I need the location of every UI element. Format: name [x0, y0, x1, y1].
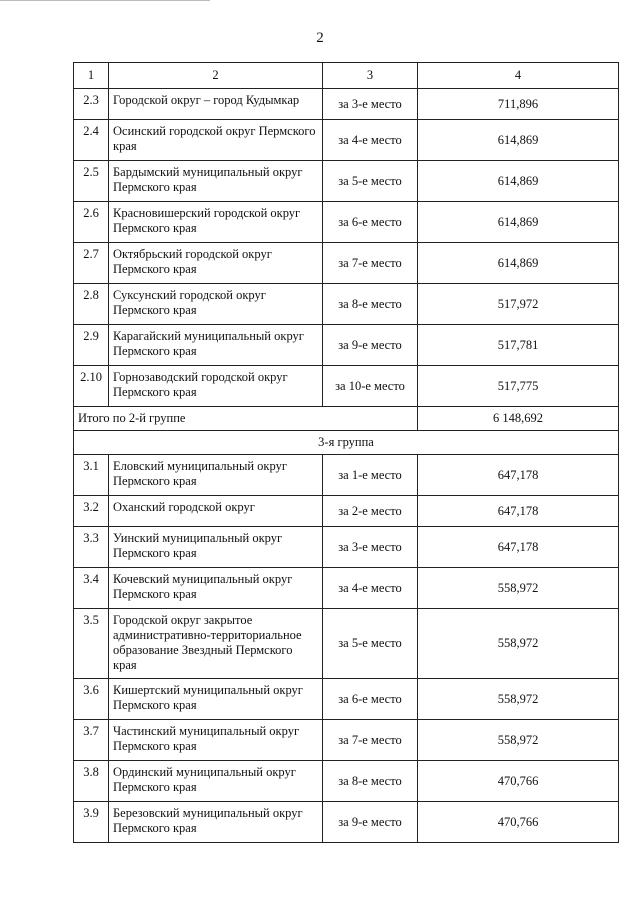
municipality-name: Кочевский муниципальный округ Пермского края	[109, 568, 323, 609]
allocation-table	[73, 62, 619, 843]
header-col-3: 3	[323, 63, 418, 89]
table-row	[74, 455, 619, 496]
rank-place: за 7-е место	[323, 720, 418, 761]
table-row	[74, 679, 619, 720]
table-row	[74, 366, 619, 407]
rank-place: за 7-е место	[323, 243, 418, 284]
row-number: 2.4	[74, 120, 109, 161]
page-number: 2	[316, 30, 324, 46]
total-amount: 6 148,692	[418, 407, 619, 431]
table-row	[74, 284, 619, 325]
rank-place: за 3-е место	[323, 527, 418, 568]
amount: 558,972	[418, 720, 619, 761]
row-number: 2.8	[74, 284, 109, 325]
table-row	[74, 202, 619, 243]
municipality-name: Октябрьский городской округ Пермского края	[109, 243, 323, 284]
row-number: 2.7	[74, 243, 109, 284]
table-row	[74, 161, 619, 202]
amount: 647,178	[418, 496, 619, 527]
amount: 517,775	[418, 366, 619, 407]
table-row	[74, 720, 619, 761]
row-number: 3.8	[74, 761, 109, 802]
municipality-name: Красновишерский городской округ Пермского края	[109, 202, 323, 243]
rank-place: за 5-е место	[323, 609, 418, 679]
municipality-name: Частинский муниципальный округ Пермского края	[109, 720, 323, 761]
header-col-1: 1	[74, 63, 109, 89]
amount: 711,896	[418, 89, 619, 120]
table-row	[74, 120, 619, 161]
row-number: 3.5	[74, 609, 109, 679]
table-row	[74, 761, 619, 802]
row-number: 3.2	[74, 496, 109, 527]
rank-place: за 3-е место	[323, 89, 418, 120]
municipality-name: Оханский городской округ	[109, 496, 323, 527]
rank-place: за 6-е место	[323, 679, 418, 720]
row-number: 3.7	[74, 720, 109, 761]
table-row	[74, 496, 619, 527]
rank-place: за 5-е место	[323, 161, 418, 202]
row-number: 3.9	[74, 802, 109, 843]
amount: 470,766	[418, 761, 619, 802]
total-label: Итого по 2-й группе	[74, 407, 418, 431]
row-number: 2.3	[74, 89, 109, 120]
municipality-name: Еловский муниципальный округ Пермского края	[109, 455, 323, 496]
amount: 558,972	[418, 679, 619, 720]
amount: 614,869	[418, 243, 619, 284]
row-number: 3.3	[74, 527, 109, 568]
municipality-name: Березовский муниципальный округ Пермского края	[109, 802, 323, 843]
amount: 558,972	[418, 609, 619, 679]
rank-place: за 9-е место	[323, 802, 418, 843]
table-row	[74, 243, 619, 284]
municipality-name: Уинский муниципальный округ Пермского края	[109, 527, 323, 568]
rank-place: за 8-е место	[323, 284, 418, 325]
amount: 470,766	[418, 802, 619, 843]
table-row	[74, 325, 619, 366]
group-title: 3-я группа	[74, 431, 619, 455]
amount: 614,869	[418, 161, 619, 202]
amount: 517,972	[418, 284, 619, 325]
municipality-name: Горнозаводский городской округ Пермского края	[109, 366, 323, 407]
row-number: 3.6	[74, 679, 109, 720]
municipality-name: Ординский муниципальный округ Пермского края	[109, 761, 323, 802]
amount: 517,781	[418, 325, 619, 366]
row-number: 2.6	[74, 202, 109, 243]
row-number: 2.5	[74, 161, 109, 202]
municipality-name: Карагайский муниципальный округ Пермского края	[109, 325, 323, 366]
table-header-row	[74, 63, 619, 89]
rank-place: за 1-е место	[323, 455, 418, 496]
municipality-name: Осинский городской округ Пермского края	[109, 120, 323, 161]
header-col-4: 4	[418, 63, 619, 89]
amount: 647,178	[418, 527, 619, 568]
municipality-name: Городской округ – город Кудымкар	[109, 89, 323, 120]
municipality-name: Городской округ закрытое административно-территориальное образование Звездный Пермского края	[109, 609, 323, 679]
group2-total-row	[74, 407, 619, 431]
amount: 558,972	[418, 568, 619, 609]
table-row	[74, 527, 619, 568]
group-heading-row	[74, 431, 619, 455]
amount: 647,178	[418, 455, 619, 496]
row-number: 2.9	[74, 325, 109, 366]
rank-place: за 10-е место	[323, 366, 418, 407]
table-row	[74, 609, 619, 679]
rank-place: за 4-е место	[323, 568, 418, 609]
rank-place: за 9-е место	[323, 325, 418, 366]
header-col-2: 2	[109, 63, 323, 89]
row-number: 3.4	[74, 568, 109, 609]
municipality-name: Кишертский муниципальный округ Пермского края	[109, 679, 323, 720]
amount: 614,869	[418, 202, 619, 243]
row-number: 2.10	[74, 366, 109, 407]
table-row	[74, 568, 619, 609]
municipality-name: Бардымский муниципальный округ Пермского края	[109, 161, 323, 202]
rank-place: за 6-е место	[323, 202, 418, 243]
municipality-name: Суксунский городской округ Пермского края	[109, 284, 323, 325]
row-number: 3.1	[74, 455, 109, 496]
top-edge-line	[0, 0, 210, 1]
table-row	[74, 89, 619, 120]
rank-place: за 4-е место	[323, 120, 418, 161]
table-row	[74, 802, 619, 843]
rank-place: за 2-е место	[323, 496, 418, 527]
rank-place: за 8-е место	[323, 761, 418, 802]
amount: 614,869	[418, 120, 619, 161]
